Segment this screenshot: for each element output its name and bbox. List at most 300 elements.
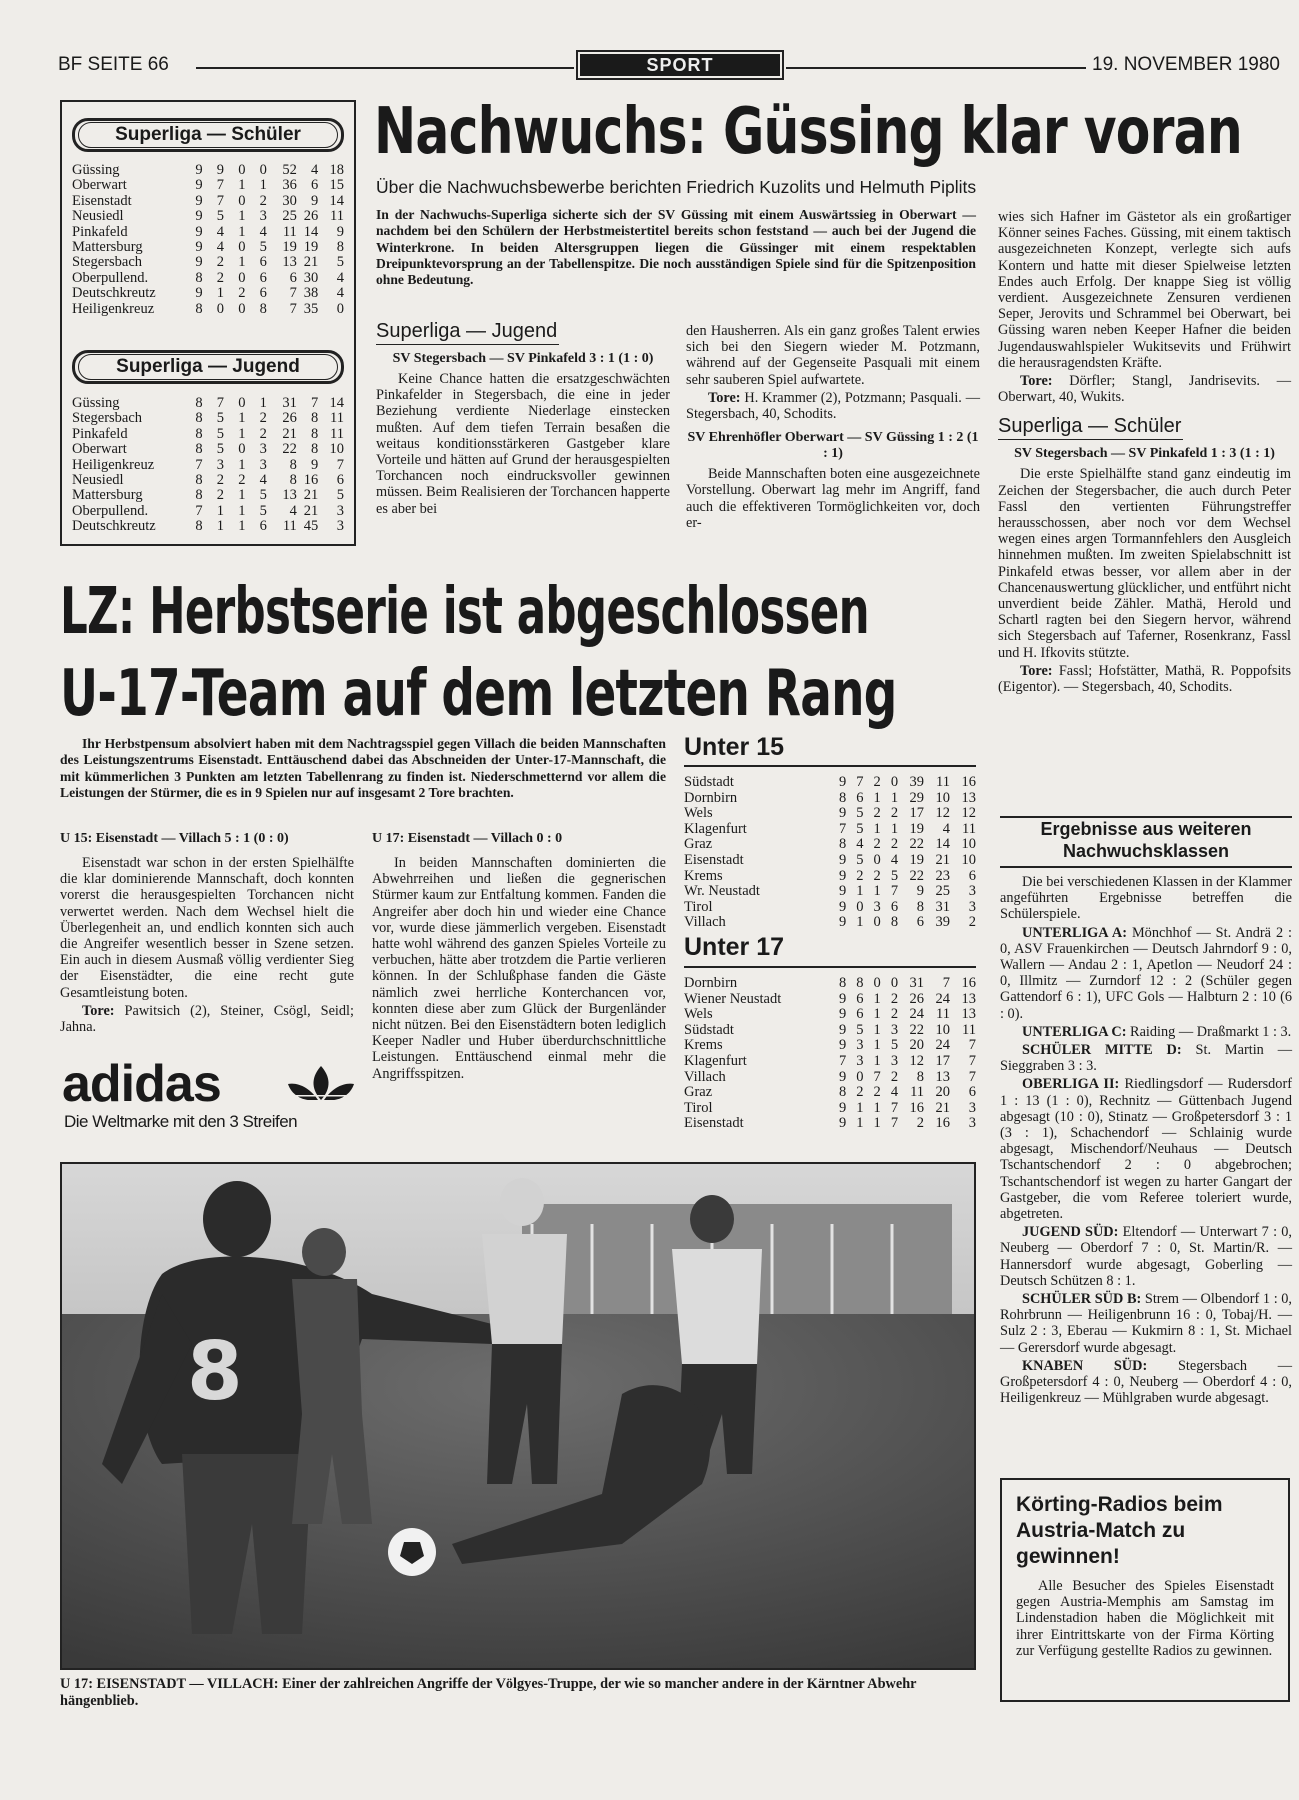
stat-cell: 9 [838, 1037, 847, 1054]
jugend-table-title-pill [72, 350, 344, 384]
stat-cell: 0 [890, 975, 899, 991]
stat-cell: 7 [310, 395, 319, 411]
header-rule-right [786, 67, 1086, 69]
result-label: JUGEND SÜD: [1022, 1224, 1119, 1241]
team-name: Neusiedl [72, 472, 124, 489]
team-name: Eisenstadt [684, 851, 744, 868]
korting-title: Körting-Radios beim Austria-Match zu gewinnen! [1016, 1493, 1223, 1568]
section-badge [576, 50, 784, 80]
lz-headline-1: LZ: Herbstserie ist abgeschlossen [60, 575, 869, 649]
u15-tore [60, 1003, 354, 1035]
stat-cell: 30 [282, 192, 297, 209]
stat-cell: 24 [935, 1037, 950, 1054]
table-row [72, 488, 344, 503]
table-row [684, 1070, 976, 1086]
col3-tore-label: Tore: [1020, 373, 1053, 390]
u17-match-title: U 17: Eisenstadt — Villach 0 : 0 [372, 831, 563, 846]
result-label: SCHÜLER SÜD B: [1022, 1291, 1142, 1308]
team-name: Krems [684, 1037, 723, 1054]
stat-cell: 0 [238, 162, 246, 178]
table-row [684, 915, 976, 931]
stat-cell: 10 [961, 851, 976, 868]
stat-cell: 4 [310, 162, 319, 178]
team-name: Villach [684, 1068, 726, 1085]
stat-cell: 8 [195, 269, 203, 286]
table-row [684, 1038, 976, 1054]
result-label: OBERLIGA II: [1022, 1076, 1120, 1093]
stat-cell: 1 [238, 425, 246, 442]
result-text: Mönchhof — St. Andrä 2 : 0, ASV Frauenkirchen — Deutsch Jahrndorf 9 : 0, Wallern — Andau 2 : 1, Apetlon — Neudorf 24 : 0, Illmitz — Zurndorf 12 : 2 (Schüler gegen Gattendorf 6 : 1), UFC Gols — Halbturn 2 : 10 (6 : 0). [1000, 924, 1292, 1022]
stat-cell: 8 [838, 975, 847, 991]
lz-col1 [60, 831, 354, 1037]
team-name: Dornbirn [684, 789, 738, 806]
stat-cell: 9 [838, 851, 847, 868]
stat-cell: 2 [916, 1115, 925, 1132]
lz-headline-2: U-17-Team auf dem letzten Rang [60, 657, 897, 731]
stat-cell: 9 [838, 898, 847, 915]
table-row [72, 209, 344, 224]
stat-cell: 6 [259, 254, 267, 271]
stat-cell: 0 [336, 300, 344, 317]
stat-cell: 9 [838, 883, 847, 900]
stat-cell: 8 [336, 239, 344, 256]
result-text: Eltendorf — Unterwart 7 : 0, Neuberg — Oberdorf 7 : 0, St. Martin/R. — Hannersdorf wurde abgesagt, Goberling — Deutsch Schützen 8 : 1. [1000, 1224, 1293, 1289]
stat-cell: 3 [856, 1052, 864, 1069]
stat-cell: 8 [289, 456, 297, 473]
stat-cell: 5 [856, 851, 864, 868]
stat-cell: 2 [856, 1084, 864, 1101]
stat-cell: 4 [890, 1084, 899, 1101]
lz-intro: Ihr Herbstpensum absolviert haben mit dem Nachtragsspiel gegen Villach die beiden Mannschaften des Leistungszentrums Eisenstadt. Enttäuschend dabei das Abschneiden der Unter-17-Mannschaft, die mit kümmerlichen 3 Punkten am letzten Tabellenrang zu finden ist. Niederschmetternd vor allem die Leistungen der Stürmer, die es in 9 Spielen nur auf insgesamt 2 Tore brachten. [60, 736, 666, 800]
stat-cell: 9 [838, 914, 847, 931]
stat-cell: 11 [282, 223, 297, 240]
stat-cell: 20 [909, 1037, 925, 1054]
u17-table-title: Unter 17 [684, 933, 785, 961]
stat-cell: 0 [238, 300, 246, 317]
team-name: Eisenstadt [684, 1115, 744, 1132]
stat-cell: 1 [216, 285, 225, 302]
team-name: Wr. Neustadt [684, 883, 760, 900]
stat-cell: 9 [195, 162, 203, 178]
stat-cell: 9 [838, 1006, 847, 1023]
stat-cell: 25 [282, 208, 297, 225]
stat-cell: 6 [310, 177, 319, 194]
stat-cell: 7 [890, 1115, 899, 1132]
team-name: Villach [684, 914, 726, 931]
stat-cell: 7 [195, 456, 203, 473]
stat-cell: 2 [238, 285, 246, 302]
team-name: Wiener Neustadt [684, 990, 782, 1007]
stat-cell: 0 [856, 898, 864, 915]
stat-cell: 39 [935, 914, 950, 931]
stat-cell: 22 [282, 441, 297, 458]
stat-cell: 9 [195, 254, 203, 271]
result-item [1000, 1042, 1292, 1074]
stat-cell: 1 [238, 487, 246, 504]
stat-cell: 23 [935, 867, 950, 884]
u17-table [684, 976, 976, 1132]
korting-text: Alle Besucher des Spieles Eisenstadt gegen Austria-Memphis am Samstag im Lindenstadion haben die Möglichkeit mit ihrer Eintrittskarte von der Firma Körting zur Verfügung gestellte Radios zu gewinnen. [1016, 1578, 1274, 1659]
match-photo-illustration [62, 1164, 976, 1670]
stat-cell: 38 [303, 285, 319, 302]
team-name: Graz [684, 1084, 713, 1101]
stat-cell: 1 [238, 177, 246, 194]
stat-cell: 2 [259, 410, 267, 427]
stat-cell: 14 [935, 836, 950, 853]
team-name: Stegersbach [72, 410, 143, 427]
stat-cell: 7 [968, 1037, 976, 1054]
stat-cell: 3 [890, 1052, 899, 1069]
stat-cell: 3 [968, 898, 976, 915]
u15-table-title: Unter 15 [684, 733, 785, 761]
stat-cell: 0 [873, 975, 881, 991]
stat-cell: 19 [282, 239, 297, 256]
stat-cell: 0 [238, 192, 246, 209]
stat-cell: 6 [968, 867, 976, 884]
match2-title: SV Ehrenhöfler Oberwart — SV Güssing 1 : 2 (1 : 1) [687, 430, 979, 462]
stat-cell: 7 [195, 502, 203, 519]
stat-cell: 5 [259, 487, 267, 504]
schueler-table [72, 163, 344, 317]
stat-cell: 31 [282, 395, 297, 411]
result-item [1000, 1358, 1292, 1407]
match3-title: SV Stegersbach — SV Pinkafeld 1 : 3 (1 : 1) [1014, 446, 1275, 462]
results-title-1: Ergebnisse aus weiteren [1040, 819, 1252, 839]
table-row [72, 163, 344, 178]
stat-cell: 7 [336, 456, 344, 473]
team-name: Heiligenkreuz [72, 300, 155, 317]
stat-cell: 16 [909, 1099, 925, 1116]
stat-cell: 2 [216, 472, 225, 489]
stat-cell: 29 [909, 789, 925, 806]
result-item [1000, 1291, 1292, 1356]
stat-cell: 13 [961, 789, 976, 806]
schueler-table-title-pill [72, 118, 344, 152]
u17-text: In beiden Mannschaften dominierten die Abwehrreihen und ließen die gegnerischen Stürmer kaum zur Entfaltung kommen. Fanden die Angreifer aber doch hin und wieder eine Chance vor, wurde diese jämmerlich vergeben. Eisenstadt hatte wohl während des ganzen Spieles Vorteile zu verbuchen, hätte aber trotzdem die Partie verlieren können. In der Schlußphase fanden die Gäste nämlich zwei herrliche Konterchancen vor, konnten diese aber zum Glück der Burgenländer nicht nützen. Bei den Eisenstädtern boten lediglich Keeper Nadler und Huber überdurchschnittliche Leistungen. Enttäuschend einmal mehr die Angriffsspitzen. [372, 855, 666, 1082]
col3-body [998, 209, 1291, 405]
team-name: Tirol [684, 1099, 713, 1116]
col2-tore-text: H. Krammer (2), Potzmann; Pasquali. — Stegersbach, 40, Schodits. [686, 389, 981, 423]
stat-cell: 5 [216, 441, 225, 458]
stat-cell: 7 [968, 1052, 976, 1069]
stat-cell: 9 [916, 883, 925, 900]
stat-cell: 6 [968, 1084, 976, 1101]
stat-cell: 1 [216, 518, 225, 535]
stat-cell: 9 [838, 1115, 847, 1132]
stat-cell: 24 [909, 1006, 925, 1023]
stat-cell: 8 [916, 898, 925, 915]
table-row [72, 458, 344, 473]
team-name: Mattersburg [72, 487, 143, 504]
stat-cell: 6 [259, 518, 267, 535]
stat-cell: 20 [935, 1084, 950, 1101]
stat-cell: 4 [336, 269, 344, 286]
stat-cell: 7 [216, 192, 225, 209]
stat-cell: 1 [856, 914, 864, 931]
adidas-tagline: Die Weltmarke mit den 3 Streifen [64, 1112, 298, 1131]
table-row [684, 822, 976, 838]
stat-cell: 1 [890, 789, 899, 806]
table-row [72, 286, 344, 301]
stat-cell: 0 [873, 914, 881, 931]
team-name: Oberwart [72, 177, 127, 194]
stat-cell: 19 [909, 851, 925, 868]
stat-cell: 5 [856, 1021, 864, 1038]
match1-title: SV Stegersbach — SV Pinkafeld 3 : 1 (1 : 0) [392, 351, 654, 366]
korting-box [1000, 1478, 1290, 1702]
results-title-rule [1000, 866, 1292, 868]
stat-cell: 0 [890, 774, 899, 790]
result-text: Riedlingsdorf — Rudersdorf 1 : 13 (1 : 0), Rechnitz — Güttenbach Jugend abgesagt (10 : 0), Stinatz — Großpetersdorf 3 : 1 (3 : 1), Schachendorf — Schlainig wurde abgesagt, Mischendorf/Neuhaus — Deutsch Tschantschendorf 2 : 0 abgebrochen; Tschantschendorf ist wegen zu harter Gangart der Gastgeber, die vom Referee toleriert wurde, abgetreten. [1000, 1076, 1292, 1223]
stat-cell: 6 [289, 269, 297, 286]
stat-cell: 1 [873, 789, 881, 806]
stat-cell: 3 [890, 1021, 899, 1038]
stat-cell: 11 [330, 410, 344, 427]
stat-cell: 1 [873, 1052, 881, 1069]
stat-cell: 2 [216, 487, 225, 504]
team-name: Südstadt [684, 1021, 734, 1038]
stat-cell: 8 [916, 1068, 925, 1085]
stat-cell: 1 [873, 990, 881, 1007]
stat-cell: 0 [216, 300, 225, 317]
team-name: Oberpullend. [72, 269, 149, 286]
stat-cell: 3 [259, 456, 267, 473]
stat-cell: 15 [329, 177, 344, 194]
stat-cell: 4 [259, 472, 267, 489]
stat-cell: 13 [282, 487, 297, 504]
stat-cell: 8 [195, 472, 203, 489]
stat-cell: 8 [310, 425, 319, 442]
lz-col2 [372, 831, 666, 1084]
table-row [684, 791, 976, 807]
result-item [1000, 1076, 1292, 1222]
stat-cell: 2 [873, 805, 881, 822]
header-rule-left [196, 67, 574, 69]
match1-body [376, 371, 670, 517]
stat-cell: 3 [259, 208, 267, 225]
table-row [72, 225, 344, 240]
stat-cell: 21 [282, 425, 297, 442]
stat-cell: 2 [890, 990, 899, 1007]
stat-cell: 8 [838, 1084, 847, 1101]
stat-cell: 5 [856, 805, 864, 822]
stat-cell: 26 [282, 410, 297, 427]
stat-cell: 9 [195, 285, 203, 302]
stat-cell: 11 [282, 518, 297, 535]
stat-cell: 24 [935, 990, 950, 1007]
stat-cell: 12 [909, 1052, 925, 1069]
stat-cell: 31 [909, 975, 925, 991]
table-row [684, 1054, 976, 1070]
results-top-rule [1000, 816, 1292, 818]
stat-cell: 16 [961, 774, 976, 790]
stat-cell: 1 [216, 502, 225, 519]
stat-cell: 3 [968, 1115, 976, 1132]
stat-cell: 12 [935, 805, 950, 822]
stat-cell: 25 [935, 883, 950, 900]
stat-cell: 1 [856, 1099, 864, 1116]
result-label: KNABEN SÜD: [1022, 1357, 1148, 1374]
stat-cell: 1 [873, 1115, 881, 1132]
adidas-wordmark: adidas [62, 1055, 221, 1113]
team-name: Pinkafeld [72, 223, 128, 240]
stat-cell: 11 [330, 208, 344, 225]
stat-cell: 9 [216, 162, 225, 178]
stat-cell: 14 [329, 192, 344, 209]
u15-tore-label: Tore: [82, 1002, 115, 1019]
stat-cell: 5 [856, 820, 864, 837]
stat-cell: 5 [216, 425, 225, 442]
stat-cell: 11 [330, 425, 344, 442]
table-row [684, 837, 976, 853]
result-item [1000, 1024, 1292, 1040]
stat-cell: 8 [195, 518, 203, 535]
adidas-trefoil-icon [282, 1062, 360, 1106]
stat-cell: 6 [856, 789, 864, 806]
table-row [684, 976, 976, 992]
stat-cell: 1 [873, 1037, 881, 1054]
table-row [72, 271, 344, 286]
stat-cell: 0 [259, 162, 267, 178]
stat-cell: 18 [329, 162, 344, 178]
team-name: Wels [684, 805, 713, 822]
table-row [684, 869, 976, 885]
stat-cell: 5 [259, 502, 267, 519]
stat-cell: 7 [289, 285, 297, 302]
stat-cell: 13 [282, 254, 297, 271]
stat-cell: 3 [968, 1099, 976, 1116]
match3-tore-text: Fassl; Hofstätter, Mathä, R. Poppofsits (Eigentor). — Stegersbach, 40, Schodits. [998, 662, 1292, 696]
stat-cell: 7 [968, 1068, 976, 1085]
results-box [1000, 818, 1292, 1409]
stat-cell: 12 [961, 805, 976, 822]
stat-cell: 10 [329, 441, 344, 458]
result-text: Raiding — Draßmarkt 1 : 3. [1130, 1023, 1292, 1040]
stat-cell: 9 [310, 456, 319, 473]
col3-tore-text: Dörfler; Stangl, Jandrisevits. — Oberwart, 40, Wukits. [998, 373, 1291, 406]
results-title-2: Nachwuchsklassen [1062, 841, 1230, 861]
stat-cell: 2 [890, 1068, 899, 1085]
stat-cell: 5 [336, 487, 344, 504]
stat-cell: 19 [303, 239, 319, 256]
page-header-left: BF SEITE 66 [58, 54, 169, 75]
stat-cell: 22 [909, 836, 925, 853]
col3-text: wies sich Hafner im Gästetor als ein großartiger Könner seines Faches. Güssing, mit einem taktisch ausgezeichneten Konzept, verlegte sich aufs Kontern und hatte mit dieser Spielweise letzten Endes auch Erfolg. Der knappe Sieg ist völlig verdient. Ausgezeichnete Zensuren verdienen Seper, Jerovits und Schrammel bei Oberwart, bei Güssing waren neben Keeper Hafner die beiden Jugendauswahlspieler Wukitsevits und Frühwirt die herausragendsten Kräfte. [998, 209, 1291, 371]
stat-cell: 16 [961, 975, 976, 991]
table-row [72, 519, 344, 534]
stat-cell: 8 [838, 836, 847, 853]
match2-text: Beide Mannschaften boten eine ausgezeichnete Vorstellung. Oberwart lag mehr im Angriff, fand auch die effektiveren Tormöglichkeiten vor, doch er- [686, 466, 980, 531]
stat-cell: 3 [873, 898, 881, 915]
lead-col3 [998, 209, 1291, 697]
stat-cell: 11 [936, 1006, 950, 1023]
table-row [684, 1116, 976, 1132]
table-row [72, 473, 344, 488]
results-body [1000, 874, 1292, 1407]
stat-cell: 1 [873, 1006, 881, 1023]
stat-cell: 1 [856, 883, 864, 900]
stat-cell: 6 [916, 914, 925, 931]
stat-cell: 3 [856, 1037, 864, 1054]
stat-cell: 9 [838, 1068, 847, 1085]
stat-cell: 6 [336, 472, 344, 489]
table-row [684, 775, 976, 791]
results-intro: Die bei verschiedenen Klassen in der Klammer angeführten Ergebnisse betreffen die Schülerspiele. [1000, 874, 1292, 923]
table-row [684, 900, 976, 916]
stat-cell: 17 [935, 1052, 950, 1069]
table-row [684, 884, 976, 900]
stat-cell: 13 [961, 1006, 976, 1023]
result-label: UNTERLIGA C: [1022, 1023, 1127, 1040]
team-name: Stegersbach [72, 254, 143, 271]
stat-cell: 3 [336, 518, 344, 535]
table-row [684, 1007, 976, 1023]
stat-cell: 1 [238, 410, 246, 427]
match3-tore-label: Tore: [1020, 662, 1053, 679]
stat-cell: 2 [873, 1084, 881, 1101]
stat-cell: 7 [216, 177, 225, 194]
lead-intro: In der Nachwuchs-Superliga sicherte sich der SV Güssing mit einem Auswärtssieg in Oberwart — nachdem bei den Schülern der Herbstmeistertitel bereits schon feststand — auch bei der Jugend die Winterkrone. In beiden Altersgruppen liegen die Güssinger mit einem respektablen Dreipunktevorsprung an der Tabellenspitze. Die noch ausständigen Spiele sind für die Spitzenposition ohne Bedeutung. [376, 207, 976, 288]
stat-cell: 1 [873, 883, 881, 900]
result-text: Strem — Olbendorf 1 : 0, Rohrbrunn — Heiligenbrunn 16 : 0, Tobaj/H. — Sulz 2 : 3, Eberau — Kukmirn 8 : 1, St. Michael — Gerersdorf wurde abgesagt. [1000, 1291, 1293, 1356]
stat-cell: 5 [890, 867, 899, 884]
stat-cell: 5 [216, 208, 225, 225]
u15-body [60, 855, 354, 1035]
stat-cell: 45 [303, 518, 319, 535]
jugend-table-title: Superliga — Jugend [116, 356, 300, 377]
stat-cell: 9 [195, 239, 203, 256]
table-row [72, 194, 344, 209]
table-row [72, 302, 344, 317]
table-row [72, 427, 344, 442]
col2-text: den Hausherren. Als ein ganz großes Talent erwies sich bei den Siegern wieder M. Potzmann, während auf der Gegenseite Pasquali mit einem sehr sauberen Spiel aufwartete. [686, 323, 980, 388]
stat-cell: 1 [238, 456, 246, 473]
stat-cell: 3 [336, 502, 344, 519]
stat-cell: 26 [909, 990, 925, 1007]
stat-cell: 2 [259, 425, 267, 442]
table-row [72, 411, 344, 426]
stat-cell: 3 [216, 456, 225, 473]
u15-table [684, 775, 976, 931]
stat-cell: 10 [961, 836, 976, 853]
lead-headline: Nachwuchs: Güssing klar voran [374, 95, 1242, 169]
result-label: SCHÜLER MITTE D: [1022, 1042, 1182, 1059]
col2-body [686, 323, 980, 422]
stat-cell: 8 [195, 395, 203, 411]
team-name: Mattersburg [72, 239, 143, 256]
col2-tore [686, 390, 980, 422]
stat-cell: 14 [329, 395, 344, 411]
jugend-table [72, 396, 344, 535]
stat-cell: 6 [856, 1006, 864, 1023]
lead-byline: Über die Nachwuchsbewerbe berichten Friedrich Kuzolits und Helmuth Piplits [376, 177, 977, 197]
stat-cell: 9 [195, 208, 203, 225]
col3-tore [998, 373, 1291, 405]
stat-cell: 8 [289, 472, 297, 489]
team-name: Pinkafeld [72, 425, 128, 442]
team-name: Neusiedl [72, 208, 124, 225]
stat-cell: 2 [238, 472, 246, 489]
stat-cell: 2 [890, 836, 899, 853]
stat-cell: 1 [856, 1115, 864, 1132]
lead-col2 [686, 323, 980, 533]
korting-body [1016, 1578, 1274, 1659]
stat-cell: 8 [195, 425, 203, 442]
table-row [684, 992, 976, 1008]
stat-cell: 1 [873, 820, 881, 837]
stat-cell: 7 [873, 1068, 881, 1085]
stat-cell: 1 [238, 208, 246, 225]
